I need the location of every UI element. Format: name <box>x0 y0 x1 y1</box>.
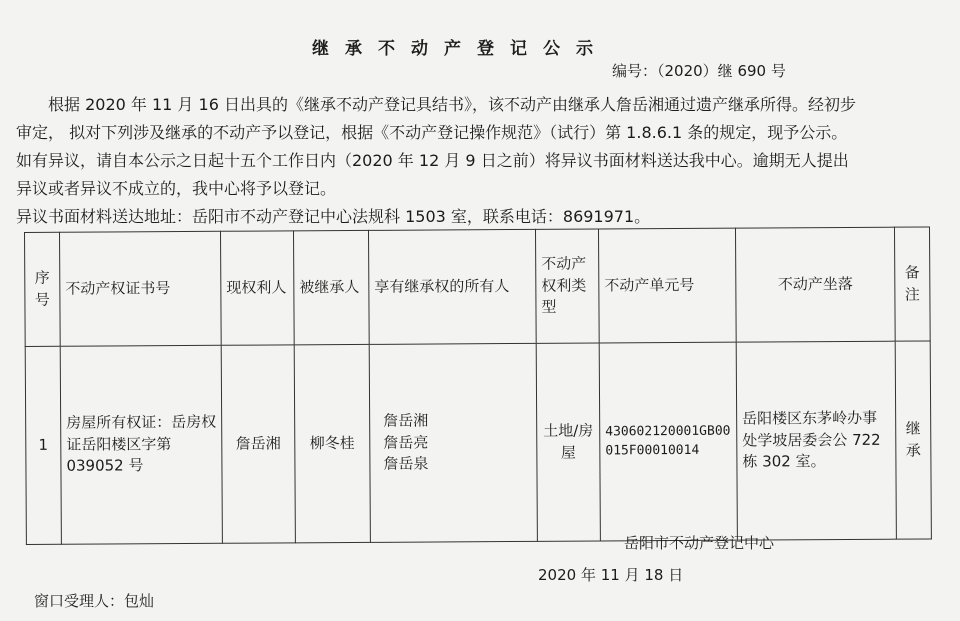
header-current-owner: 现权利人 <box>220 231 294 345</box>
registration-table <box>24 226 932 545</box>
cell-cert-no: 房屋所有权证：岳房权证岳阳楼区字第 039052 号 <box>60 345 222 544</box>
paragraph-line-2: 审定， 拟对下列涉及继承的不动产予以登记，根据《不动产登记操作规范》（试行）第 1.8.6.1 条的规定，现予公示。 <box>16 123 848 142</box>
header-right-type: 不动产权利类型 <box>535 229 599 343</box>
heir-name: 詹岳湘 <box>383 411 429 430</box>
table-header-row <box>25 227 931 347</box>
registration-table-wrapper <box>24 226 932 545</box>
header-remark: 备注 <box>894 227 930 341</box>
document-number: 编号：（2020）继 690 号 <box>612 62 786 80</box>
cell-decedent: 柳冬桂 <box>294 344 370 542</box>
header-heirs: 享有继承权的所有人 <box>368 229 536 344</box>
cell-remark: 继承 <box>895 341 931 539</box>
heir-name: 詹岳泉 <box>383 454 429 474</box>
document-title: 继承不动产登记公示 <box>312 39 609 59</box>
header-seq: 序号 <box>25 232 61 346</box>
paragraph-line-1: 根据 2020 年 11 月 16 日出具的《继承不动产登记具结书》，该不动产由继承人詹岳湘通过遗产继承所得。经初步 <box>48 95 856 114</box>
issuing-organization: 岳阳市不动产登记中心 <box>624 534 775 552</box>
header-location: 不动产坐落 <box>735 227 895 342</box>
cell-seq: 1 <box>25 346 61 544</box>
cell-current-owner: 詹岳湘 <box>221 345 295 543</box>
issue-date: 2020 年 11 月 18 日 <box>538 566 684 584</box>
cell-heirs <box>369 343 537 542</box>
cell-unit-no: 430602120001GB00015F00010014 <box>599 342 737 541</box>
heir-name: 詹岳亮 <box>383 433 429 452</box>
paragraph-line-5: 异议书面材料送达地址：岳阳市不动产登记中心法规科 1503 室，联系电话：8691971。 <box>16 207 651 226</box>
paragraph-line-3: 如有异议，请自本公示之日起十五个工作日内（2020 年 12 月 9 日之前）将异议书面材料送达我中心。逾期无人提出 <box>16 151 849 170</box>
header-unit-no: 不动产单元号 <box>598 228 736 343</box>
table-row <box>25 341 931 545</box>
cell-right-type: 土地/房屋 <box>536 343 600 541</box>
cell-location: 岳阳楼区东茅岭办事处学坡居委会公 722 栋 302 室。 <box>736 341 896 540</box>
paragraph-line-4: 异议或者异议不成立的，我中心将予以登记。 <box>16 179 337 198</box>
window-receiver: 窗口受理人：包灿 <box>34 592 155 610</box>
header-cert-no: 不动产权证书号 <box>60 231 222 346</box>
header-decedent: 被继承人 <box>293 230 369 344</box>
